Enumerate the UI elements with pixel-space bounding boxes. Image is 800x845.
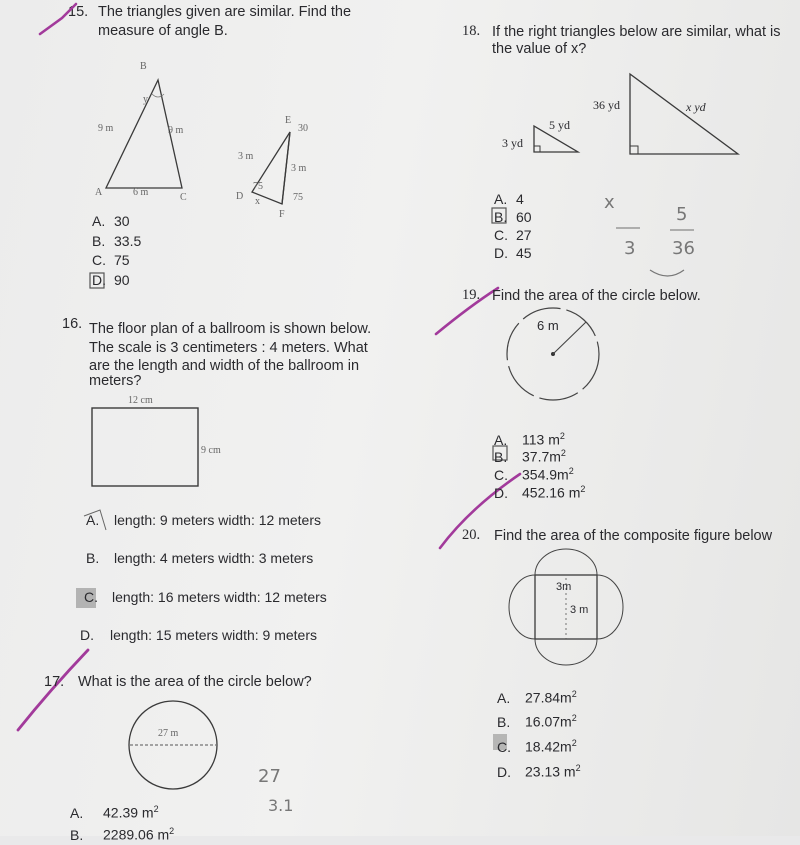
label-base: 6 m [133,187,149,198]
large-right-triangle [630,74,738,154]
q16-text-line3: are the length and width of the ballroom in [89,358,360,374]
label-x: x [255,196,260,207]
ballroom-floorplan [92,408,198,486]
label-f-angle: 75 [293,192,303,203]
q16-choice-c[interactable]: C. length: 16 meters width: 12 meters [84,589,327,605]
q15-choice-b[interactable]: B. 33.5 [92,233,142,249]
q17-handwriting-27: 27 [258,766,281,787]
q18-choice-d[interactable]: D. 45 [494,245,532,261]
q15-text-line2: measure of angle B. [98,23,228,39]
q19-choice-c[interactable]: C. $354.9m^2$ [494,466,574,483]
q15-choice-d[interactable]: D. 90 [92,272,130,288]
q16-top-label: 12 cm [128,395,153,406]
q19-choice-a[interactable]: A. 113 $m^2$ [494,431,565,448]
q20-text: Find the area of the composite figure below [494,528,773,544]
label-f: F [279,209,285,220]
q18-handwriting-36: 36 [672,238,695,259]
q20-choice-a[interactable]: A. $27.84m^2$ [497,689,577,706]
q19-choice-b[interactable]: B. $37.7m^2$ [494,448,566,465]
label-def-left: 3 m [238,151,254,162]
q19-text: Find the area of the circle below. [492,288,701,304]
q20-choice-c[interactable]: C. $18.42m^2$ [497,738,577,755]
label-d-angle: 75 [253,181,263,192]
q17-number: 17. [44,674,65,690]
composite-left-semicircle [509,575,535,639]
q15-pen-check [40,4,76,34]
q20-side-label: 3 m [570,604,589,616]
q17-handwriting-31: 3.1 [268,796,294,815]
label-e: E [285,115,292,126]
label-def-right: 3 m [291,163,307,174]
q18-handwriting-5: 5 [676,204,688,225]
q18-choice-b[interactable]: B. 60 [494,209,532,225]
q18-small-hyp: 5 yd [549,118,570,132]
q16-number: 16. [62,316,83,332]
q20-number: 20. [462,527,481,543]
q19-radius-label: 6 m [537,318,559,333]
q16-text-line4: meters? [89,373,142,389]
q20-top-label: 3m [556,581,572,593]
q17-text: What is the area of the circle below? [78,674,312,690]
q18-number: 18. [462,23,481,39]
q20-choice-d[interactable]: D. 23.13 $m^2$ [497,763,581,780]
q20-choice-b[interactable]: B. $16.07m^2$ [497,713,577,730]
q16-choice-d[interactable]: D. length: 15 meters width: 9 meters [80,627,317,643]
label-c: C [180,192,187,203]
q16-side-label: 9 cm [201,445,221,456]
q15-choice-a[interactable]: A. 30 [92,213,130,229]
q18-small-leg: 3 yd [502,136,523,150]
q18-text-line1: If the right triangles below are similar, what is [492,24,781,40]
label-a: A [95,187,103,198]
q16-choice-a[interactable]: A. length: 9 meters width: 12 meters [86,512,321,528]
q18-pencil-work [650,270,684,276]
composite-bottom-semicircle [535,639,597,665]
q15-text-line1: The triangles given are similar. Find the [98,4,352,20]
q18-text-line2: the value of x? [492,41,587,57]
q18-large-hyp: x yd [686,100,706,114]
q18-choice-a[interactable]: A. 4 [494,191,524,207]
label-b: B [140,61,147,72]
q17-choice-a[interactable]: A. 42.39 $m^2$ [70,804,159,821]
label-side-right: 9 m [168,125,184,136]
label-e-angle: 30 [298,123,308,134]
label-angle-y: y [143,94,148,105]
q16-choice-b[interactable]: B. length: 4 meters width: 3 meters [86,550,314,566]
q18-large-leg: 36 yd [593,98,620,112]
label-side-left: 9 m [98,123,114,134]
q18-choice-c[interactable]: C. 27 [494,227,532,243]
q15-choice-c[interactable]: C. 75 [92,252,130,268]
q19-choice-d[interactable]: D. 452.16 $m^2$ [494,484,586,501]
q15-number: 15. [68,4,89,20]
q18-handwriting-3: 3 [624,238,636,259]
q17-diameter-label: 27 m [158,728,179,739]
q19-number: 19. [462,287,481,303]
q16-text-line2: The scale is 3 centimeters : 4 meters. What [89,340,368,356]
q18-handwriting-x: x [604,192,615,213]
q17-choice-b[interactable]: B. 2289.06 $m^2$ [70,826,175,843]
composite-right-semicircle [597,575,623,639]
composite-top-semicircle [535,549,597,575]
label-d: D [236,191,244,202]
q16-text-line1: The floor plan of a ballroom is shown below. [89,321,372,337]
